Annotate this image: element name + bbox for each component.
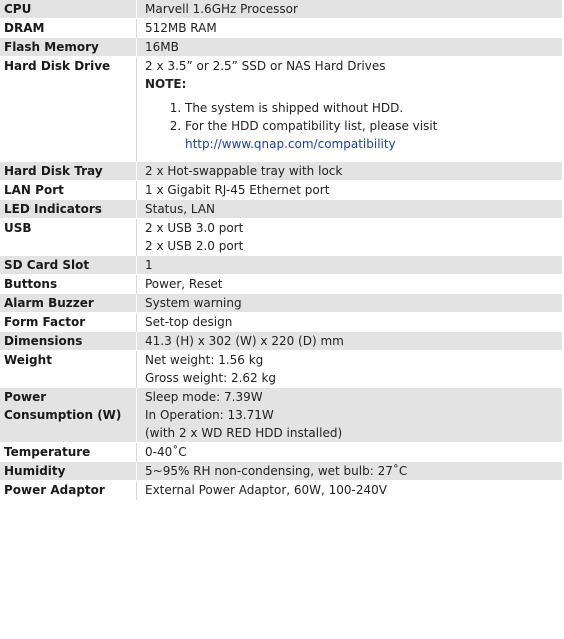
spec-row xyxy=(0,256,562,275)
spec-value: 5~95% RH non-condensing, wet bulb: 27˚C xyxy=(145,464,408,478)
spec-row xyxy=(0,443,562,462)
spec-label: Power Consumption (W) xyxy=(0,388,137,443)
spec-label: Buttons xyxy=(0,275,137,294)
spec-value-cell xyxy=(137,181,563,200)
spec-row xyxy=(0,332,562,351)
spec-value-cell xyxy=(137,162,563,181)
spec-value-cell xyxy=(137,313,563,332)
spec-value: 1 x Gigabit RJ-45 Ethernet port xyxy=(145,183,330,197)
spec-row xyxy=(0,0,562,19)
spec-label: Hard Disk Drive xyxy=(0,57,137,162)
spec-value: System warning xyxy=(145,296,242,310)
spec-row xyxy=(0,481,562,500)
spec-value-cell xyxy=(137,19,563,38)
spec-label: Hard Disk Tray xyxy=(0,162,137,181)
spec-value-cell xyxy=(137,57,563,162)
spec-value: 41.3 (H) x 302 (W) x 220 (D) mm xyxy=(145,334,344,348)
note-title: NOTE: xyxy=(145,77,187,91)
spec-value: 1 xyxy=(145,258,153,272)
spec-value-cell xyxy=(137,388,563,443)
spec-value-cell xyxy=(137,351,563,388)
spec-value: Set-top design xyxy=(145,315,233,329)
spec-value-cell xyxy=(137,38,563,57)
spec-value: Marvell 1.6GHz Processor xyxy=(145,2,298,16)
note-item xyxy=(185,117,558,153)
spec-value-cell xyxy=(137,0,563,19)
compatibility-link[interactable]: http://www.qnap.com/compatibility xyxy=(185,137,396,151)
spec-value: Sleep mode: 7.39W xyxy=(145,390,263,404)
spec-label: LED Indicators xyxy=(0,200,137,219)
spec-row xyxy=(0,462,562,481)
spec-value-cell xyxy=(137,462,563,481)
spec-value: Power, Reset xyxy=(145,277,223,291)
spec-label: Flash Memory xyxy=(0,38,137,57)
spec-value-cell xyxy=(137,275,563,294)
spec-value: Net weight: 1.56 kg xyxy=(145,353,264,367)
spec-value: 0-40˚C xyxy=(145,445,187,459)
spec-value: 16MB xyxy=(145,40,179,54)
spec-row xyxy=(0,162,562,181)
spec-row xyxy=(0,57,562,162)
spec-value: 2 x 3.5” or 2.5” SSD or NAS Hard Drives xyxy=(145,59,386,73)
spec-row xyxy=(0,388,562,443)
spec-row xyxy=(0,19,562,38)
spec-value: 2 x USB 3.0 port xyxy=(145,221,244,235)
spec-label: Humidity xyxy=(0,462,137,481)
spec-value-cell xyxy=(137,481,563,500)
note-list xyxy=(145,99,558,153)
note-item xyxy=(185,99,558,117)
spec-label: CPU xyxy=(0,0,137,19)
note-text: 1. The system is shipped without HDD. xyxy=(185,101,404,115)
spec-value: 512MB RAM xyxy=(145,21,217,35)
spec-value: Gross weight: 2.62 kg xyxy=(145,371,277,385)
spec-row xyxy=(0,351,562,388)
spec-value-cell xyxy=(137,443,563,462)
spec-row xyxy=(0,313,562,332)
spec-value-cell xyxy=(137,294,563,313)
spec-value: In Operation: 13.71W xyxy=(145,408,274,422)
spec-label: Weight xyxy=(0,351,137,388)
spec-value-cell xyxy=(137,200,563,219)
spec-row xyxy=(0,200,562,219)
spec-row xyxy=(0,181,562,200)
spec-label: USB xyxy=(0,219,137,256)
spec-value: 2 x USB 2.0 port xyxy=(145,239,244,253)
spec-row xyxy=(0,275,562,294)
spec-value: 2 x Hot-swappable tray with lock xyxy=(145,164,343,178)
spec-label: Dimensions xyxy=(0,332,137,351)
spec-value: Status, LAN xyxy=(145,202,216,216)
spec-value-cell xyxy=(137,256,563,275)
spec-value: External Power Adaptor, 60W, 100-240V xyxy=(145,483,388,497)
spec-label: Form Factor xyxy=(0,313,137,332)
spec-row xyxy=(0,219,562,256)
spec-value: (with 2 x WD RED HDD installed) xyxy=(145,426,343,440)
spec-label: Power Adaptor xyxy=(0,481,137,500)
spec-label: DRAM xyxy=(0,19,137,38)
note-text: 2. For the HDD compatibility list, please visit xyxy=(185,119,438,133)
spec-label: Temperature xyxy=(0,443,137,462)
spec-row xyxy=(0,38,562,57)
spec-value-cell xyxy=(137,332,563,351)
spec-label: Alarm Buzzer xyxy=(0,294,137,313)
spec-label: SD Card Slot xyxy=(0,256,137,275)
spec-value-cell xyxy=(137,219,563,256)
spec-row xyxy=(0,294,562,313)
spec-label: LAN Port xyxy=(0,181,137,200)
